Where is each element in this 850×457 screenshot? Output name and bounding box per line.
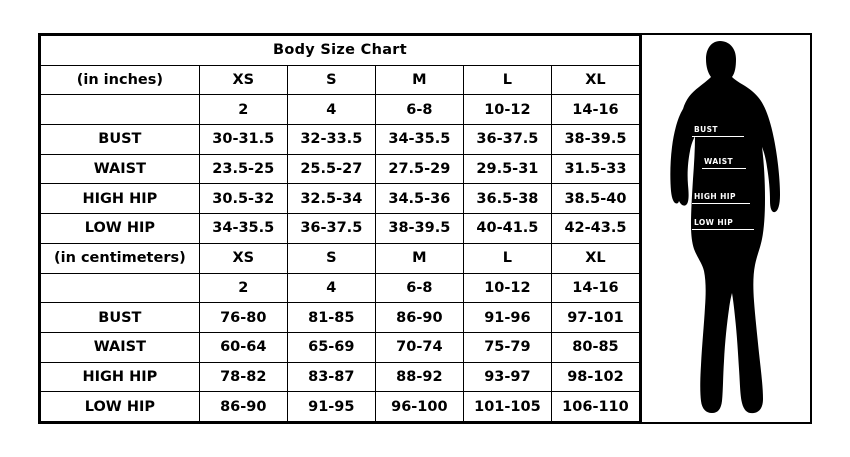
numeric-size-cm-s: 4 (287, 273, 375, 303)
row-label-bust-in: BUST (41, 125, 200, 155)
cell-high-hip-cm-m: 88-92 (375, 362, 463, 392)
cell-high-hip-cm-xs: 78-82 (199, 362, 287, 392)
row-label-low-hip-cm: LOW HIP (41, 392, 200, 422)
unit-label-centimeters: (in centimeters) (41, 243, 200, 273)
table-row (41, 125, 640, 155)
cell-bust-in-xl: 38-39.5 (551, 125, 639, 155)
cell-bust-cm-s: 81-85 (287, 303, 375, 333)
table-row-cm-header (41, 243, 640, 273)
cell-low-hip-in-xl: 42-43.5 (551, 214, 639, 244)
size-header-l: L (463, 65, 551, 95)
size-header-s: S (287, 65, 375, 95)
cell-high-hip-in-xs: 30.5-32 (199, 184, 287, 214)
table-row (41, 303, 640, 333)
figure-guide-line-high-hip (692, 203, 750, 204)
blank-cell-cm (41, 273, 200, 303)
table-row-cm-numeric (41, 273, 640, 303)
unit-label-inches: (in inches) (41, 65, 200, 95)
row-label-high-hip-cm: HIGH HIP (41, 362, 200, 392)
numeric-size-xl: 14-16 (551, 95, 639, 125)
numeric-size-s: 4 (287, 95, 375, 125)
numeric-size-l: 10-12 (463, 95, 551, 125)
cell-waist-in-xs: 23.5-25 (199, 154, 287, 184)
cell-bust-cm-xs: 76-80 (199, 303, 287, 333)
size-header-cm-l: L (463, 243, 551, 273)
table-row-inches-header (41, 65, 640, 95)
cell-bust-in-m: 34-35.5 (375, 125, 463, 155)
page-title: Body Size Chart (41, 36, 640, 66)
cell-waist-in-l: 29.5-31 (463, 154, 551, 184)
numeric-size-cm-xs: 2 (199, 273, 287, 303)
size-header-cm-m: M (375, 243, 463, 273)
cell-high-hip-cm-l: 93-97 (463, 362, 551, 392)
size-chart-table (40, 35, 640, 422)
cell-waist-cm-m: 70-74 (375, 332, 463, 362)
row-label-high-hip-in: HIGH HIP (41, 184, 200, 214)
cell-waist-in-s: 25.5-27 (287, 154, 375, 184)
cell-low-hip-in-xs: 34-35.5 (199, 214, 287, 244)
figure-guide-line-low-hip (692, 229, 754, 230)
cell-low-hip-cm-s: 91-95 (287, 392, 375, 422)
table-row (41, 332, 640, 362)
size-header-cm-xs: XS (199, 243, 287, 273)
numeric-size-cm-xl: 14-16 (551, 273, 639, 303)
cell-low-hip-cm-xl: 106-110 (551, 392, 639, 422)
cell-bust-cm-l: 91-96 (463, 303, 551, 333)
cell-low-hip-in-l: 40-41.5 (463, 214, 551, 244)
row-label-low-hip-in: LOW HIP (41, 214, 200, 244)
table-row-title (41, 36, 640, 66)
body-figure-panel (642, 33, 812, 424)
cell-high-hip-cm-s: 83-87 (287, 362, 375, 392)
cell-high-hip-in-xl: 38.5-40 (551, 184, 639, 214)
table-row (41, 214, 640, 244)
table-row (41, 362, 640, 392)
figure-label-waist: WAIST (704, 157, 734, 166)
cell-low-hip-cm-xs: 86-90 (199, 392, 287, 422)
cell-high-hip-in-l: 36.5-38 (463, 184, 551, 214)
figure-guide-line-bust (692, 136, 744, 137)
numeric-size-cm-m: 6-8 (375, 273, 463, 303)
row-label-waist-cm: WAIST (41, 332, 200, 362)
table-row (41, 154, 640, 184)
table-row-inches-numeric (41, 95, 640, 125)
size-header-m: M (375, 65, 463, 95)
cell-high-hip-in-s: 32.5-34 (287, 184, 375, 214)
cell-waist-cm-xs: 60-64 (199, 332, 287, 362)
cell-waist-in-xl: 31.5-33 (551, 154, 639, 184)
cell-waist-cm-s: 65-69 (287, 332, 375, 362)
cell-bust-in-s: 32-33.5 (287, 125, 375, 155)
size-header-cm-s: S (287, 243, 375, 273)
size-header-xl: XL (551, 65, 639, 95)
table-row (41, 184, 640, 214)
blank-cell-inches (41, 95, 200, 125)
cell-low-hip-in-s: 36-37.5 (287, 214, 375, 244)
figure-label-high-hip: HIGH HIP (694, 192, 736, 201)
cell-waist-in-m: 27.5-29 (375, 154, 463, 184)
cell-low-hip-cm-l: 101-105 (463, 392, 551, 422)
cell-waist-cm-l: 75-79 (463, 332, 551, 362)
numeric-size-xs: 2 (199, 95, 287, 125)
cell-bust-in-xs: 30-31.5 (199, 125, 287, 155)
numeric-size-cm-l: 10-12 (463, 273, 551, 303)
cell-low-hip-cm-m: 96-100 (375, 392, 463, 422)
cell-bust-cm-m: 86-90 (375, 303, 463, 333)
figure-label-bust: BUST (694, 125, 718, 134)
size-header-cm-xl: XL (551, 243, 639, 273)
cell-high-hip-cm-xl: 98-102 (551, 362, 639, 392)
cell-bust-cm-xl: 97-101 (551, 303, 639, 333)
cell-low-hip-in-m: 38-39.5 (375, 214, 463, 244)
figure-guide-line-waist (702, 168, 746, 169)
cell-high-hip-in-m: 34.5-36 (375, 184, 463, 214)
cell-bust-in-l: 36-37.5 (463, 125, 551, 155)
figure-label-low-hip: LOW HIP (694, 218, 734, 227)
table-row (41, 392, 640, 422)
size-header-xs: XS (199, 65, 287, 95)
row-label-waist-in: WAIST (41, 154, 200, 184)
cell-waist-cm-xl: 80-85 (551, 332, 639, 362)
size-chart-container (38, 33, 642, 424)
row-label-bust-cm: BUST (41, 303, 200, 333)
numeric-size-m: 6-8 (375, 95, 463, 125)
